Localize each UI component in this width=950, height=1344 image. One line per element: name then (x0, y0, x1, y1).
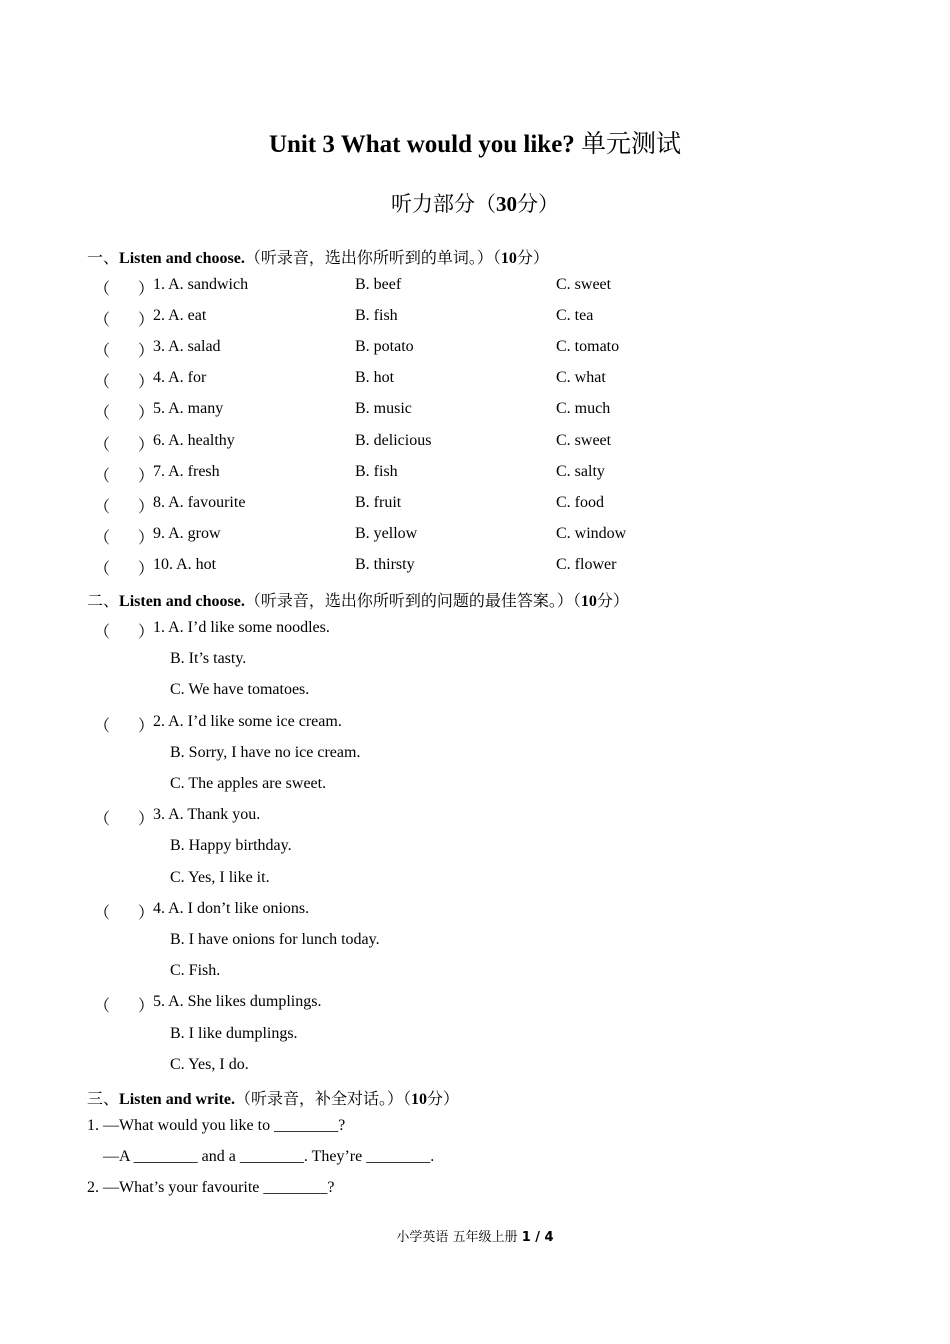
answer-paren-close: ） (138, 281, 155, 298)
option-a: 4. A. for (153, 369, 207, 387)
answer-paren-close: ） (138, 343, 155, 361)
section3-prefix: 三、 (87, 1091, 120, 1108)
section2-option-row (0, 1025, 950, 1049)
answer-paren-close: ） (138, 998, 155, 1016)
page-subtitle (0, 188, 950, 218)
subtitle-score: 30 (496, 192, 517, 216)
section1-item (0, 307, 950, 331)
section2-unit: 分） (596, 593, 629, 610)
answer-paren-close: ） (138, 374, 155, 392)
option-b: B. yellow (355, 524, 418, 542)
option-a: 1. A. sandwich (153, 276, 249, 293)
answer-paren-open: （ (94, 312, 111, 330)
footer-text: 小学英语 五年级上册 (396, 1230, 522, 1245)
answer-paren-close: ） (138, 717, 155, 735)
option-a: 1. A. I’d like some noodles. (153, 619, 330, 636)
section1-unit: 分） (516, 250, 549, 267)
answer-paren-open: （ (94, 343, 111, 361)
option-c: C. sweet (556, 431, 612, 449)
option-c: C. We have tomatoes. (170, 681, 310, 699)
section2-title: Listen and choose. (119, 593, 245, 610)
answer-paren-open: （ (94, 374, 111, 392)
section1-score: 10 (500, 250, 517, 267)
section2-option-row (0, 744, 950, 768)
answer-paren-open: （ (94, 498, 111, 516)
option-b: B. thirsty (355, 555, 415, 573)
option-c: C. tomato (556, 338, 620, 356)
option-a: 5. A. many (153, 400, 224, 418)
option-c: C. tea (556, 307, 594, 325)
answer-paren-open: （ (94, 717, 111, 735)
section2-prefix: 二、 (87, 593, 120, 610)
option-b: B. Sorry, I have no ice cream. (170, 743, 361, 761)
section1-item (0, 494, 950, 518)
section2-option-row (0, 681, 950, 705)
option-c: C. sweet (556, 276, 612, 293)
section1-item (0, 338, 950, 362)
option-c: C. Fish. (170, 962, 221, 980)
page-title (0, 124, 950, 160)
section2-item (0, 619, 950, 643)
section2-heading (87, 588, 629, 611)
option-c: C. flower (556, 555, 617, 573)
answer-paren-close: ） (138, 904, 155, 922)
section1-item (0, 432, 950, 456)
section1-item (0, 369, 950, 393)
option-a: 2. A. eat (153, 307, 207, 325)
section2-item (0, 900, 950, 924)
answer-paren-close: ） (138, 405, 155, 423)
title-cn: 单元测试 (581, 131, 682, 158)
answer-paren-close: ） (138, 811, 155, 829)
section1-item (0, 556, 950, 580)
answer-paren-open: （ (94, 529, 111, 547)
option-a: 8. A. favourite (153, 493, 246, 511)
section3-title: Listen and write. (119, 1091, 236, 1108)
section2-option-row (0, 775, 950, 799)
answer-paren-open: （ (94, 436, 111, 454)
subtitle-unit: 分） (517, 192, 559, 216)
answer-paren-open: （ (94, 811, 111, 829)
answer-paren-open: （ (94, 560, 111, 578)
section2-score: 10 (580, 593, 597, 610)
section2-option-row (0, 650, 950, 674)
section2-option-row (0, 1056, 950, 1080)
section3-line-1: 1. —What would you like to ________? (87, 1117, 346, 1134)
section2-item (0, 806, 950, 830)
option-b: B. It’s tasty. (170, 650, 247, 668)
option-a: 9. A. grow (153, 524, 221, 542)
section3-line-2: —A ________ and a ________. They’re ________. (103, 1148, 435, 1165)
section1-item (0, 525, 950, 549)
option-c: C. window (556, 524, 627, 542)
option-c: C. salty (556, 462, 605, 480)
section1-instruction: （听录音，选出你所听到的单词。）（ (244, 250, 501, 267)
option-c: C. much (556, 400, 611, 418)
answer-paren-close: ） (138, 436, 155, 454)
option-c: C. Yes, I like it. (170, 868, 270, 886)
answer-paren-close: ） (138, 560, 155, 578)
option-a: 3. A. Thank you. (153, 806, 261, 824)
option-c: C. food (556, 493, 604, 511)
answer-paren-open: （ (94, 624, 111, 641)
option-b: B. fish (355, 307, 398, 325)
section3-score: 10 (411, 1091, 428, 1108)
section2-option-row (0, 869, 950, 893)
section3-instruction: （听录音，补全对话。）（ (235, 1091, 412, 1108)
option-b: B. I like dumplings. (170, 1024, 298, 1042)
option-b: B. delicious (355, 431, 432, 449)
option-c: C. what (556, 369, 606, 387)
page-footer (0, 1226, 950, 1245)
section1-item (0, 276, 950, 300)
section2-instruction: （听录音，选出你所听到的问题的最佳答案。）（ (244, 593, 581, 610)
option-b: B. fish (355, 462, 398, 480)
section2-option-row (0, 962, 950, 986)
option-a: 2. A. I’d like some ice cream. (153, 712, 342, 730)
section2-item (0, 993, 950, 1017)
option-b: B. music (355, 400, 412, 418)
section1-title: Listen and choose. (119, 250, 245, 267)
option-b: B. I have onions for lunch today. (170, 931, 380, 948)
answer-paren-close: ） (138, 312, 155, 330)
option-b: B. Happy birthday. (170, 837, 292, 855)
section1-item (0, 463, 950, 487)
answer-paren-open: （ (94, 281, 111, 298)
answer-paren-open: （ (94, 405, 111, 423)
answer-paren-open: （ (94, 467, 111, 485)
option-b: B. hot (355, 369, 395, 387)
answer-paren-close: ） (138, 624, 155, 641)
section1-heading (87, 245, 549, 268)
answer-paren-close: ） (138, 467, 155, 485)
option-a: 4. A. I don’t like onions. (153, 899, 310, 917)
answer-paren-open: （ (94, 904, 111, 922)
section3-line-3: 2. —What’s your favourite ________? (87, 1179, 335, 1196)
subtitle-cn: 听力部分（ (391, 192, 496, 216)
option-a: 7. A. fresh (153, 462, 220, 480)
option-a: 5. A. She likes dumplings. (153, 993, 322, 1011)
section3-heading (87, 1086, 459, 1109)
title-en: Unit 3 What would you like? (268, 131, 575, 158)
option-b: B. potato (355, 338, 414, 356)
option-a: 3. A. salad (153, 338, 221, 356)
answer-paren-open: （ (94, 998, 111, 1016)
section2-option-row (0, 837, 950, 861)
answer-paren-close: ） (138, 498, 155, 516)
answer-paren-close: ） (138, 529, 155, 547)
section1-item (0, 400, 950, 424)
section3-unit: 分） (427, 1091, 460, 1108)
page-number: 1 / 4 (521, 1230, 554, 1245)
option-a: 6. A. healthy (153, 431, 235, 449)
option-b: B. beef (355, 276, 402, 293)
section1-prefix: 一、 (87, 250, 120, 267)
option-a: 10. A. hot (153, 555, 217, 573)
section2-option-row (0, 931, 950, 955)
section2-item (0, 713, 950, 737)
option-c: C. The apples are sweet. (170, 775, 327, 792)
option-b: B. fruit (355, 493, 402, 511)
option-c: C. Yes, I do. (170, 1055, 249, 1073)
